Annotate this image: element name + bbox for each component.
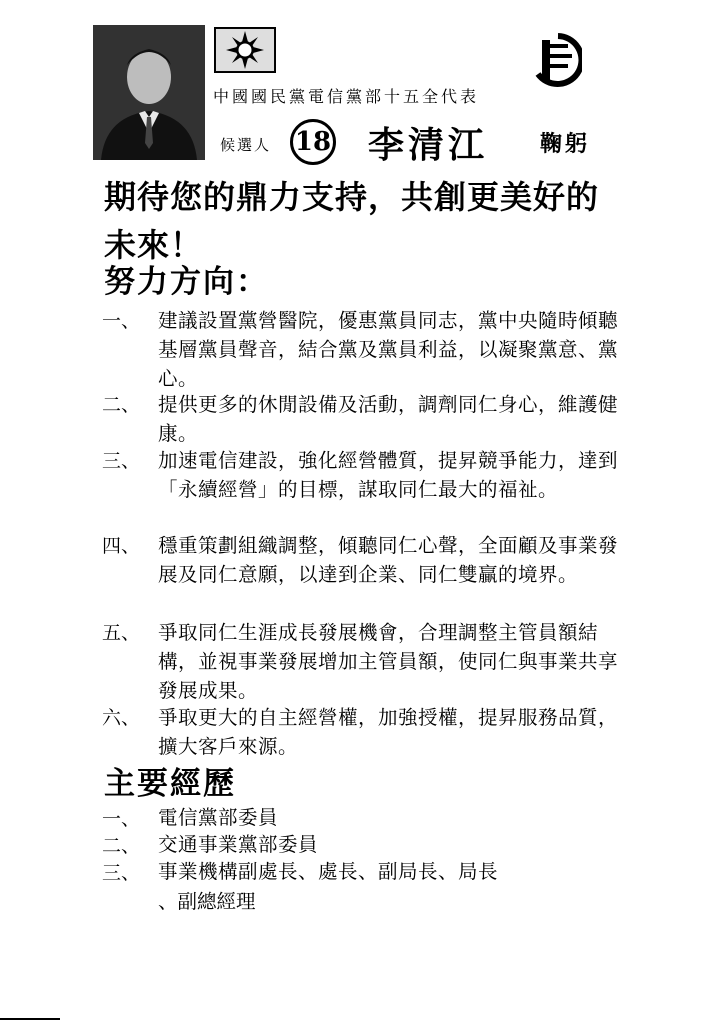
candidate-label: 候選人 xyxy=(220,136,272,154)
item-number: 一、 xyxy=(102,310,141,332)
scan-edge-mark xyxy=(0,1018,60,1020)
item-text: 穩重策劃組織調整，傾聽同仁心聲，全面顧及事業發展及同仁意願，以達到企業、同仁雙贏的境界。 xyxy=(158,534,619,586)
party-flag-icon xyxy=(214,27,276,73)
experience-item xyxy=(102,831,622,859)
item-text: 提供更多的休閒設備及活動，調劑同仁身心，維護健康。 xyxy=(158,393,619,445)
item-number: 一、 xyxy=(102,808,141,830)
item-number: 三、 xyxy=(102,862,141,884)
slogan-line-1: 期待您的鼎力支持，共創更美好的 xyxy=(104,178,600,216)
item-text: 交通事業黨部委員 xyxy=(158,833,319,856)
organization-title: 中國國民黨電信黨部十五全代表 xyxy=(213,87,480,106)
experience-item xyxy=(102,858,622,886)
item-text: 加速電信建設，強化經營體質，提昇競爭能力，達到「永續經營」的目標，謀取同仁最大的福祉。 xyxy=(158,449,619,501)
item-text: 爭取同仁生涯成長發展機會，合理調整主管員額結構，並視事業發展增加主管員額，使同仁與事業共享發展成果。 xyxy=(158,621,619,702)
directions-heading: 努力方向： xyxy=(104,264,269,300)
candidate-name: 李清江 xyxy=(368,124,489,166)
experience-item xyxy=(102,804,622,832)
direction-item xyxy=(102,446,622,504)
candidate-photo xyxy=(93,25,205,160)
item-text: 爭取更大的自主經營權，加強授權，提昇服務品質，擴大客戶來源。 xyxy=(158,706,619,758)
telecom-logo-icon xyxy=(528,30,582,90)
direction-item xyxy=(102,703,622,761)
item-number: 三、 xyxy=(102,450,141,472)
slogan-line-2: 未來！ xyxy=(104,226,204,264)
direction-item xyxy=(102,531,622,589)
item-number: 四、 xyxy=(102,535,141,557)
item-number: 二、 xyxy=(102,835,141,857)
item-number: 五、 xyxy=(102,622,141,644)
direction-item xyxy=(102,390,622,448)
item-number: 六、 xyxy=(102,707,141,729)
direction-item xyxy=(102,618,622,705)
item-text: 電信黨部委員 xyxy=(158,806,279,829)
bow-text: 鞠躬 xyxy=(540,131,591,157)
direction-item xyxy=(102,306,622,393)
experience-heading: 主要經歷 xyxy=(104,766,236,802)
item-text: 事業機構副處長、處長、副局長、局長 xyxy=(158,860,499,883)
candidate-number: 18 xyxy=(290,119,336,165)
item-number: 二、 xyxy=(102,394,141,416)
item-text: 建議設置黨營醫院，優惠黨員同志，黨中央隨時傾聽基層黨員聲音，結合黨及黨員利益，以凝聚黨意、黨心。 xyxy=(158,309,619,390)
experience-continuation: 、副總經理 xyxy=(158,890,256,913)
